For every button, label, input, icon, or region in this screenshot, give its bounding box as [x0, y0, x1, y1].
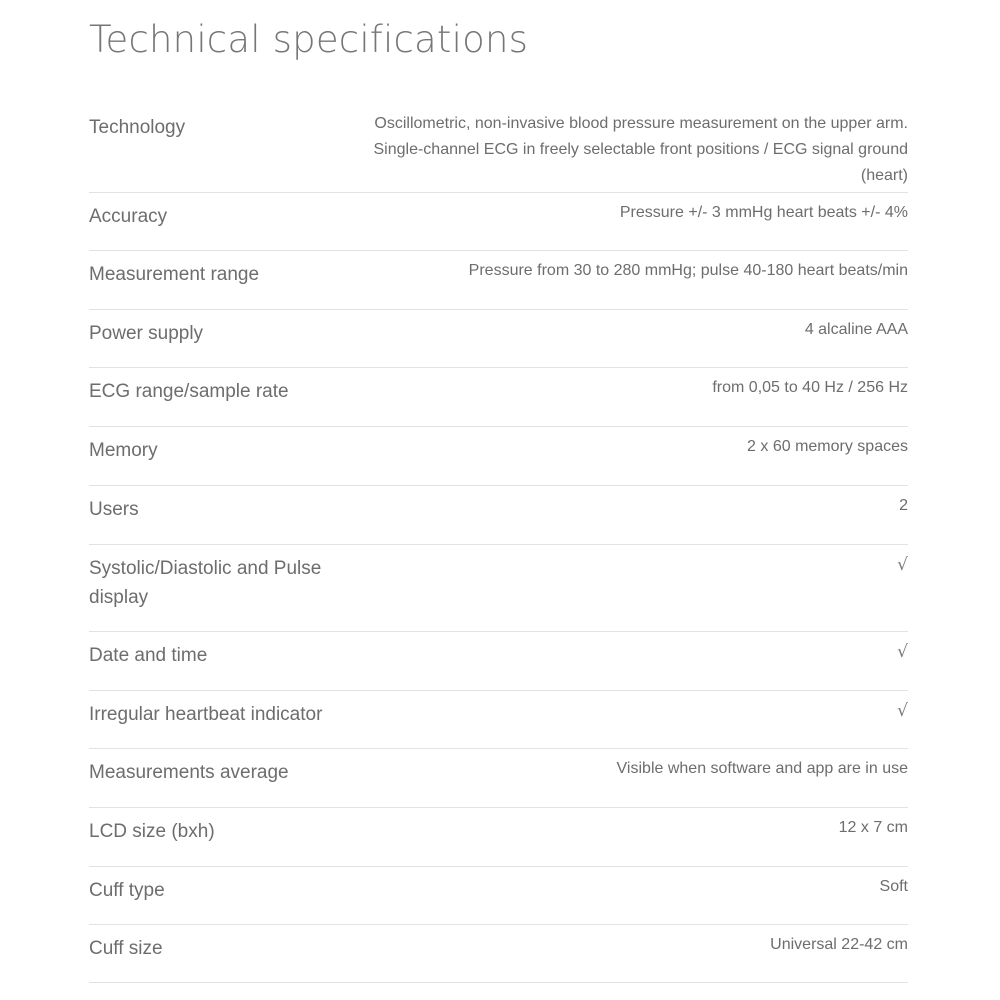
- spec-label: Date and time: [89, 645, 208, 666]
- spec-value: 4 alcaline AAA: [804, 321, 908, 338]
- spec-label: Users: [89, 499, 139, 520]
- spec-row-measurement-range: [89, 251, 908, 310]
- spec-label: Systolic/Diastolic and Pulse display: [89, 558, 322, 608]
- spec-value: Oscillometric, non-invasive blood pressure measurement on the upper arm. Single-channel ECG in freely selectable front positions / ECG signal ground (heart): [373, 115, 908, 184]
- spec-value: 12 x 7 cm: [838, 819, 908, 836]
- spec-value: Soft: [879, 878, 908, 895]
- spec-label: Accuracy: [89, 206, 168, 227]
- spec-value: 2: [899, 497, 908, 514]
- checkmark-icon: √: [897, 555, 908, 575]
- spec-row-date-time: [89, 632, 908, 691]
- spec-value: Pressure from 30 to 280 mmHg; pulse 40-180 heart beats/min: [468, 262, 908, 279]
- spec-row-power-supply: [89, 310, 908, 368]
- spec-value: Visible when software and app are in use: [616, 760, 908, 777]
- spec-row-users: [89, 486, 908, 545]
- spec-value: from 0,05 to 40 Hz / 256 Hz: [712, 379, 908, 396]
- spec-label: Irregular heartbeat indicator: [89, 704, 323, 725]
- spec-row-measurements-average: [89, 749, 908, 808]
- spec-value: 2 x 60 memory spaces: [747, 438, 908, 455]
- spec-row-lcd-size: [89, 808, 908, 867]
- spec-row-cuff-type: [89, 867, 908, 925]
- spec-label: Power supply: [89, 323, 204, 344]
- spec-list: [89, 104, 908, 983]
- spec-value: Pressure +/- 3 mmHg heart beats +/- 4%: [619, 204, 908, 221]
- spec-label: Technology: [89, 117, 186, 138]
- spec-label: LCD size (bxh): [89, 821, 215, 842]
- spec-label: ECG range/sample rate: [89, 381, 289, 402]
- spec-row-ecg-range: [89, 368, 908, 427]
- spec-row-irregular-heartbeat: [89, 691, 908, 749]
- checkmark-icon: √: [897, 701, 908, 721]
- spec-row-memory: [89, 427, 908, 486]
- page-title: Technical specifications: [89, 18, 529, 61]
- spec-row-accuracy: [89, 193, 908, 251]
- spec-label: Cuff size: [89, 938, 163, 959]
- spec-label: Cuff type: [89, 880, 165, 901]
- spec-row-cuff-size: [89, 925, 908, 983]
- spec-label: Measurements average: [89, 762, 289, 783]
- spec-row-systolic-display: [89, 545, 908, 632]
- spec-label: Memory: [89, 440, 158, 461]
- checkmark-icon: √: [897, 642, 908, 662]
- spec-label: Measurement range: [89, 264, 260, 285]
- spec-value: Universal 22-42 cm: [770, 936, 908, 953]
- spec-row-technology: [89, 104, 908, 193]
